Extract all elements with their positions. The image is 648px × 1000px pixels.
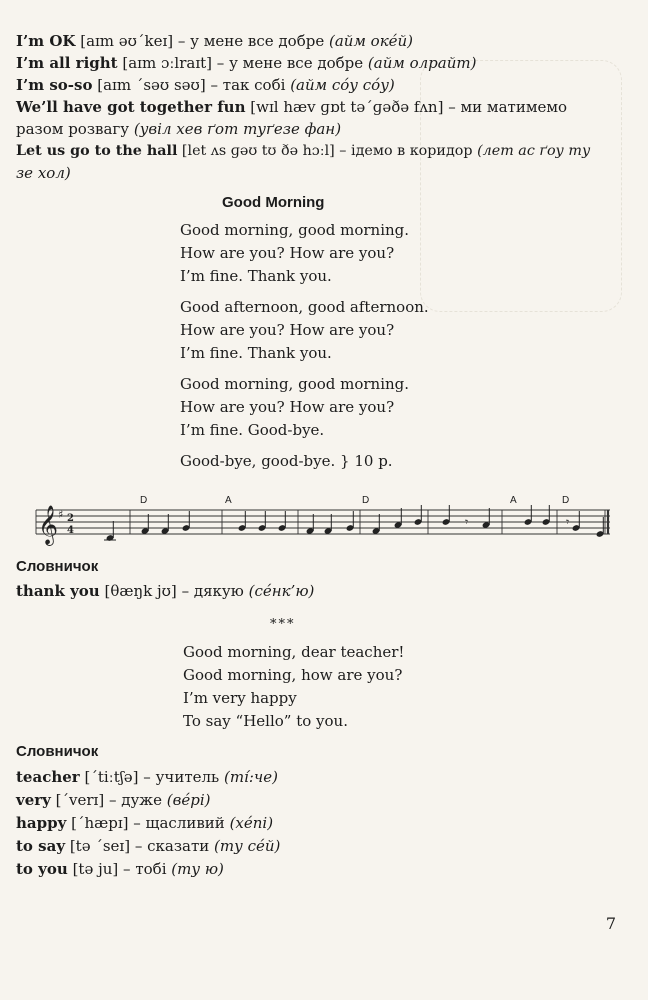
verse-line: I’m fine. Thank you. [180,267,332,285]
chord-symbol: D [562,495,570,506]
page-number: 7 [605,914,616,933]
key-signature-sharp: ♯ [58,508,64,521]
chord-symbol: A [510,495,517,506]
song-verse-2 [180,296,429,365]
verse-line: Good morning, good morning. [180,221,410,239]
song-verse-3 [180,373,409,442]
verse-line: How are you? How are you? [180,398,395,416]
poem [183,641,404,733]
poem-line: Good morning, how are you? [183,666,403,684]
verse-line: Good-bye, good-bye. } 10 р. [180,452,393,470]
music-staff [10,488,620,552]
verse-line: I’m fine. Thank you. [180,344,332,362]
phrase-line-2: I’m all right [aɪm ɔːlraɪt] – у мене все добре (айм олрайт) [16,54,477,72]
treble-clef-icon: 𝄞 [38,505,59,545]
poem-line: I’m very happy [183,689,297,707]
vocab-heading-1: Словничок [16,558,99,575]
verse-line: How are you? How are you? [180,321,395,339]
vocab-entry: teacher [ˊtiːtʃə] – учитель (ті́:че) [16,768,278,786]
vocab-entry: very [ˊverɪ] – дуже (вéрі) [16,791,211,809]
time-signature-bottom: 4 [67,525,74,536]
vocab-entry: to you [tə ju] – тобі (ту ю) [16,860,224,878]
song-title: Good Morning [222,194,325,211]
song-verse-4 [180,450,393,473]
phrase-line-5: Let us go to the hall [let ʌs ɡəʊ tʊ ðə hɔːl] – ідемо в коридор (лет ас ґоу ту [16,143,591,159]
rest-icon: 𝄾 [566,515,570,529]
vocab-entry: thank you [θæŋk jʊ] – дякую (сéнк’ю) [16,582,315,600]
vocab-heading-2: Словничок [16,743,99,760]
vocab-entry: to say [tə ˊseɪ] – сказати (ту сéй) [16,837,281,855]
chord-symbol: A [225,495,232,506]
verse-line: Good morning, good morning. [180,375,410,393]
verse-line: I’m fine. Good-bye. [180,421,325,439]
notes-group [104,505,604,542]
phrase-line-1: I’m OK [aɪm əʊˊkeɪ] – у мене все добре (айм окéй) [16,32,414,50]
vocab-entry: happy [ˊhæpɪ] – щасливий (хéпі) [16,814,274,832]
poem-line: Good morning, dear teacher! [183,643,405,661]
phrase-line-4-continued: разом розвагу (увіл хев ґот туґезе фан) [16,120,342,138]
phrase-line-5-continued: зе хол) [16,164,71,182]
phrase-line-3: I’m so-so [aɪm ˊsəʊ səʊ] – так собі (айм сóу сóу) [16,76,395,94]
verse-line: Good afternoon, good afternoon. [180,298,429,316]
phrase-line-4: We’ll have got together fun [wɪl hæv ɡɒt təˊɡəðə fʌn] – ми матимемо [16,98,568,116]
verse-line: How are you? How are you? [180,244,395,262]
song-verse-1 [180,219,409,288]
chord-symbol: D [140,495,148,506]
section-divider-stars: *** [270,617,296,632]
chord-symbol: D [362,495,370,506]
poem-line: To say “Hello” to you. [183,712,348,730]
rest-icon: 𝄾 [465,515,469,529]
time-signature-top: 2 [67,513,74,524]
